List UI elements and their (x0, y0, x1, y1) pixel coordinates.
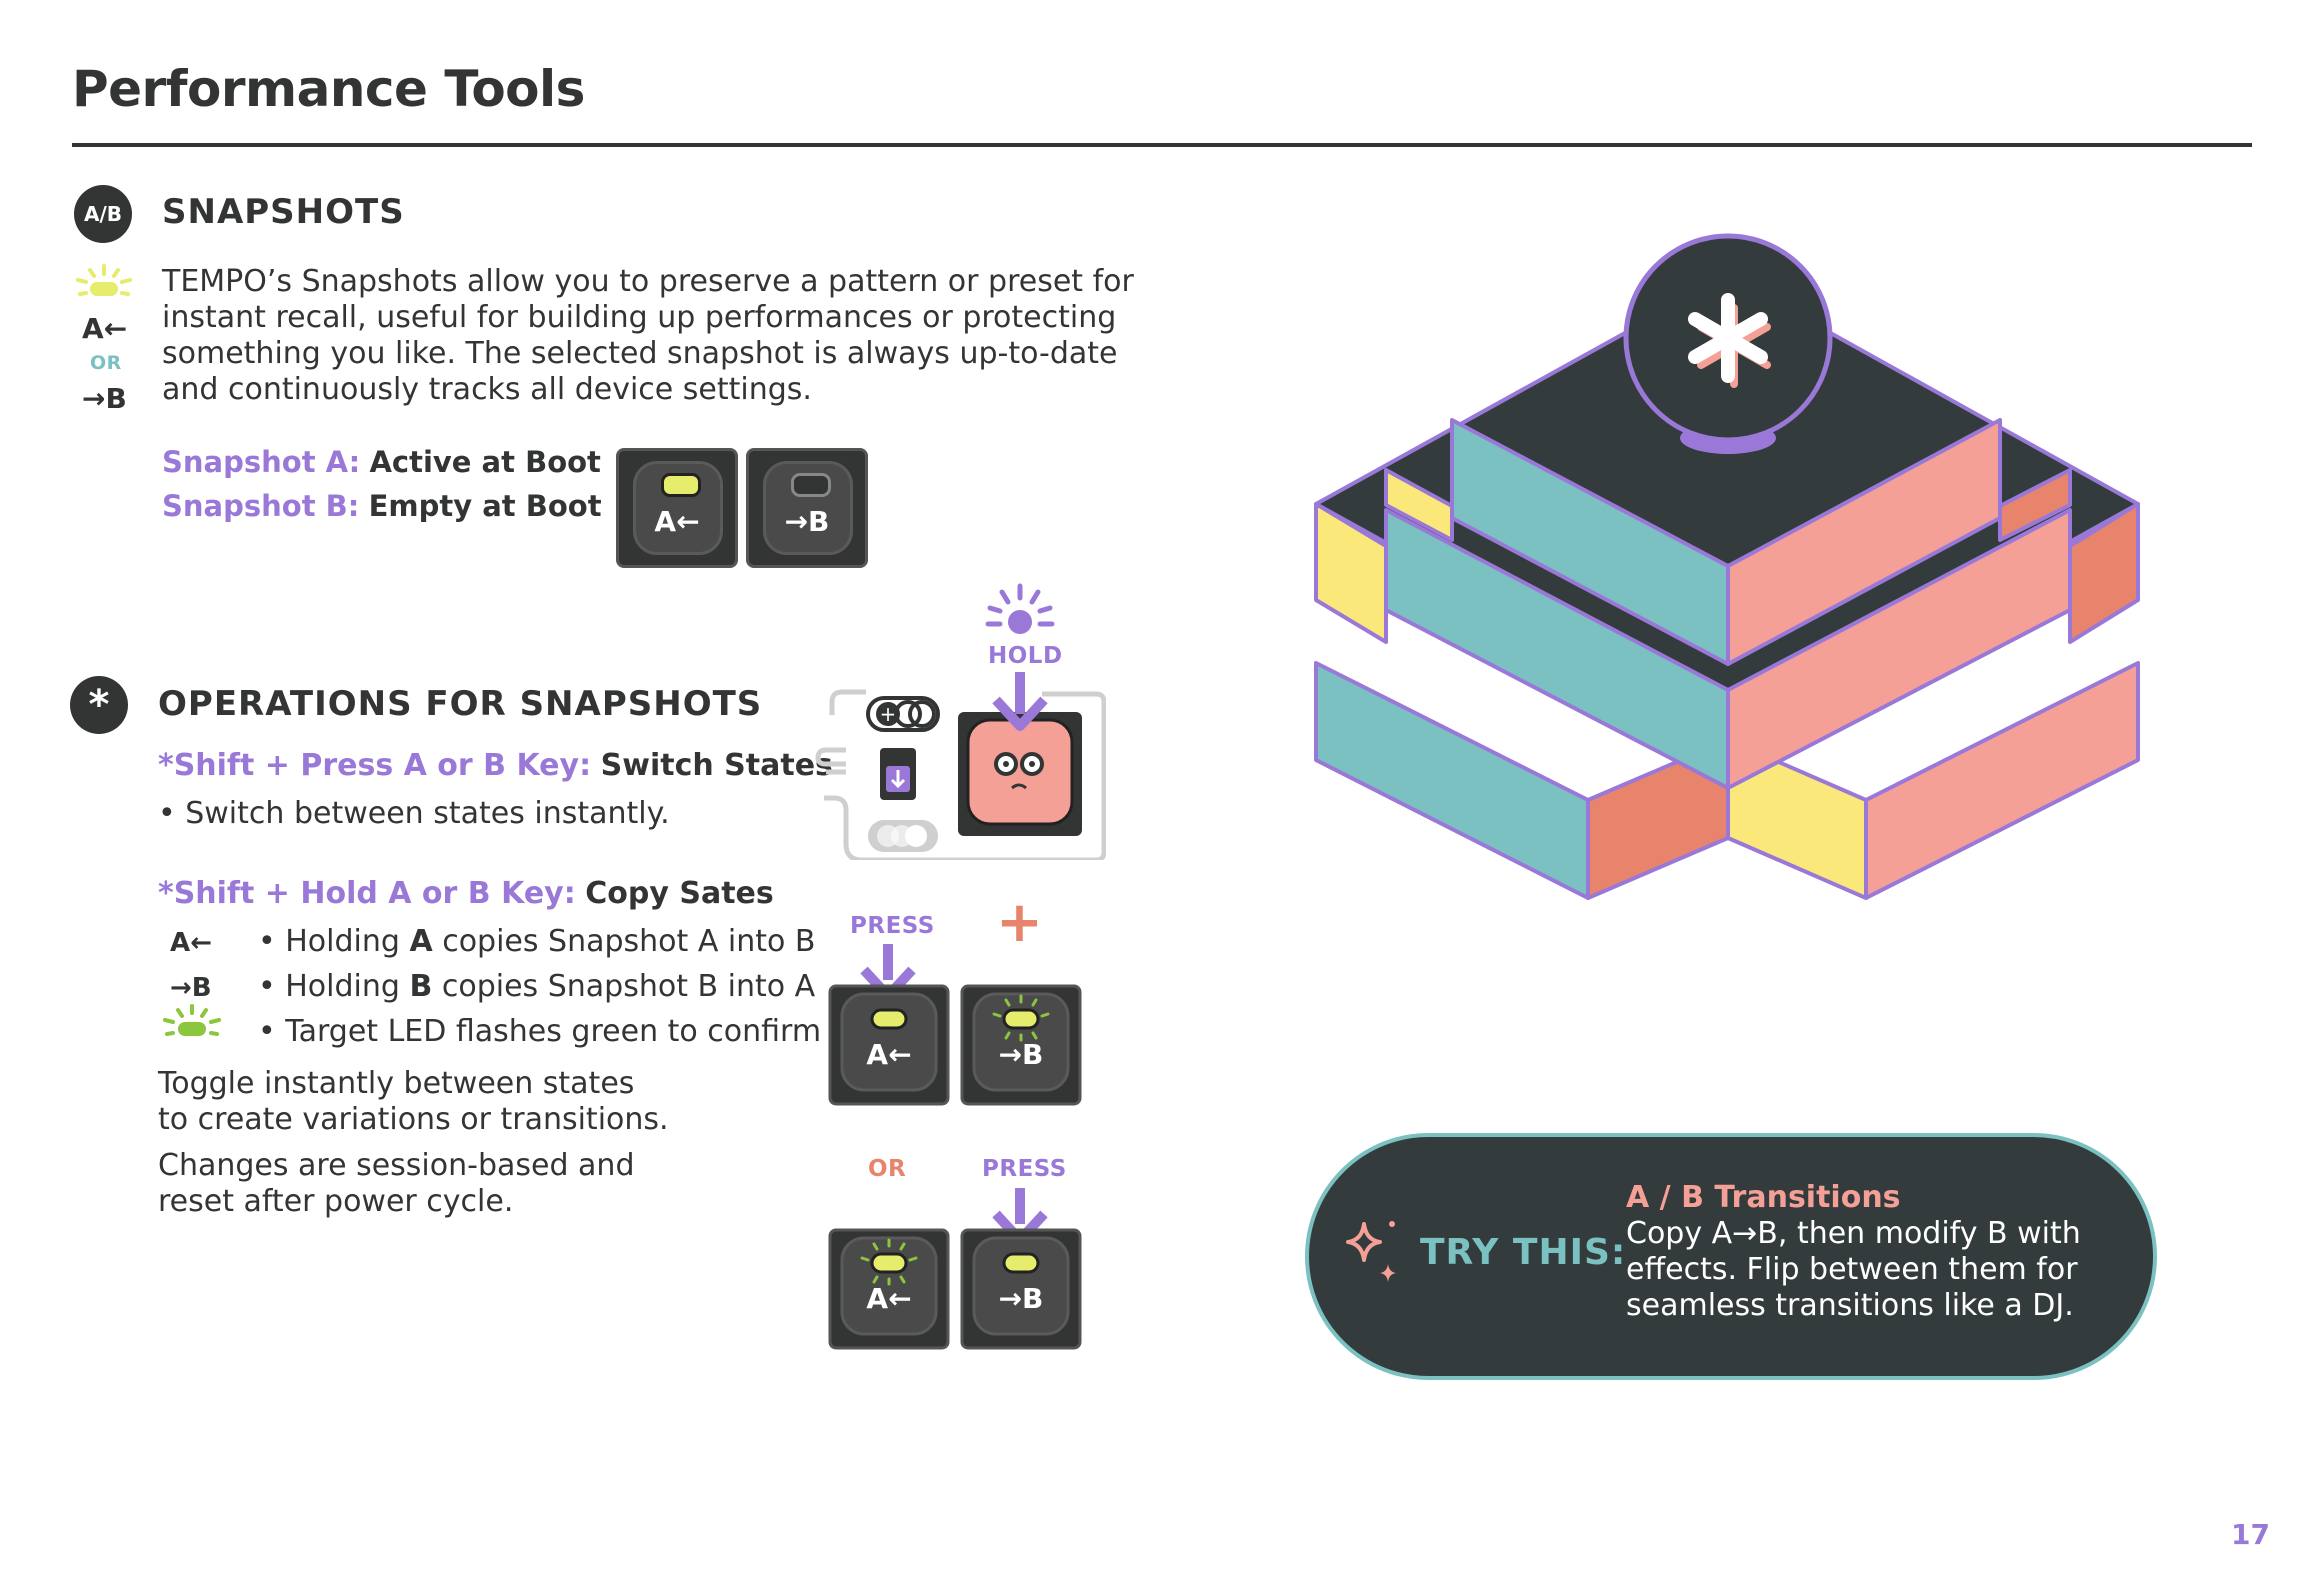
led-a (661, 473, 701, 497)
press-label-2: PRESS (982, 1156, 1067, 1182)
or-key-a-label: A← (866, 1282, 912, 1315)
try-this-label: TRY THIS: (1420, 1232, 1627, 1273)
operations-title: OPERATIONS FOR SNAPSHOTS (158, 684, 763, 724)
svg-text:+: + (879, 702, 897, 726)
led-green-icon (162, 1004, 222, 1044)
led-yellow-icon (74, 262, 134, 306)
ab-section-icon: A/B (74, 185, 132, 243)
copy-states-line: *Shift + Hold A or B Key: Copy Sates (158, 876, 774, 911)
snapshot-status: Snapshot A: Active at Boot Snapshot B: Empty at Boot (162, 445, 602, 523)
asterisk-section-icon: * (70, 676, 128, 734)
hold-diagram (806, 580, 1106, 860)
or-key-b-label: →B (998, 1282, 1044, 1315)
page-title: Performance Tools (72, 60, 585, 118)
plus-icon: + (996, 890, 1043, 955)
try-this-body: Copy A→B, then modify B with effects. Flip between them for seamless transitions like a DJ. (1626, 1216, 2081, 1323)
key-a-label: A← (654, 505, 700, 538)
key-a[interactable] (616, 448, 738, 568)
isometric-illustration (1300, 225, 2160, 925)
title-divider (72, 143, 2252, 147)
or-press-diagram (828, 1184, 1088, 1354)
notes-1: Toggle instantly between states to create variations or transitions. (158, 1066, 669, 1137)
copy-items (170, 920, 821, 1054)
switch-bullet: • Switch between states instantly. (158, 796, 670, 831)
notes-2: Changes are session-based and reset after power cycle. (158, 1148, 635, 1219)
or-diagram-label: OR (868, 1156, 907, 1182)
press-key-b-label: →B (998, 1038, 1044, 1071)
snapshots-title: SNAPSHOTS (162, 192, 405, 232)
copy-item-led: • Target LED flashes green to confirm (258, 1014, 822, 1049)
page-number: 17 (2231, 1518, 2270, 1551)
key-b-label: →B (784, 505, 830, 538)
key-b[interactable] (746, 448, 868, 568)
sparkle-icon (1340, 1214, 1400, 1294)
b-key-label: →B (82, 382, 127, 415)
copy-item-b: →B • Holding B copies Snapshot B into A (170, 969, 816, 1004)
a-key-label: A← (82, 312, 128, 345)
press-plus-diagram (828, 940, 1088, 1110)
snapshots-description: TEMPO’s Snapshots allow you to preserve a pattern or preset for instant recall, useful for building up performances or protecting something you like. The selected snapshot is always up-to-date and continuously tracks all device settings. (162, 264, 1134, 407)
hold-label: HOLD (988, 643, 1063, 669)
switch-states-line: *Shift + Press A or B Key: Switch States (158, 748, 833, 783)
led-b (791, 473, 831, 497)
press-label-1: PRESS (850, 913, 935, 939)
copy-item-a: A← • Holding A copies Snapshot A into B (170, 924, 816, 959)
try-this-heading: A / B Transitions (1626, 1180, 1901, 1215)
press-key-a-label: A← (866, 1038, 912, 1071)
or-label: OR (90, 352, 122, 374)
